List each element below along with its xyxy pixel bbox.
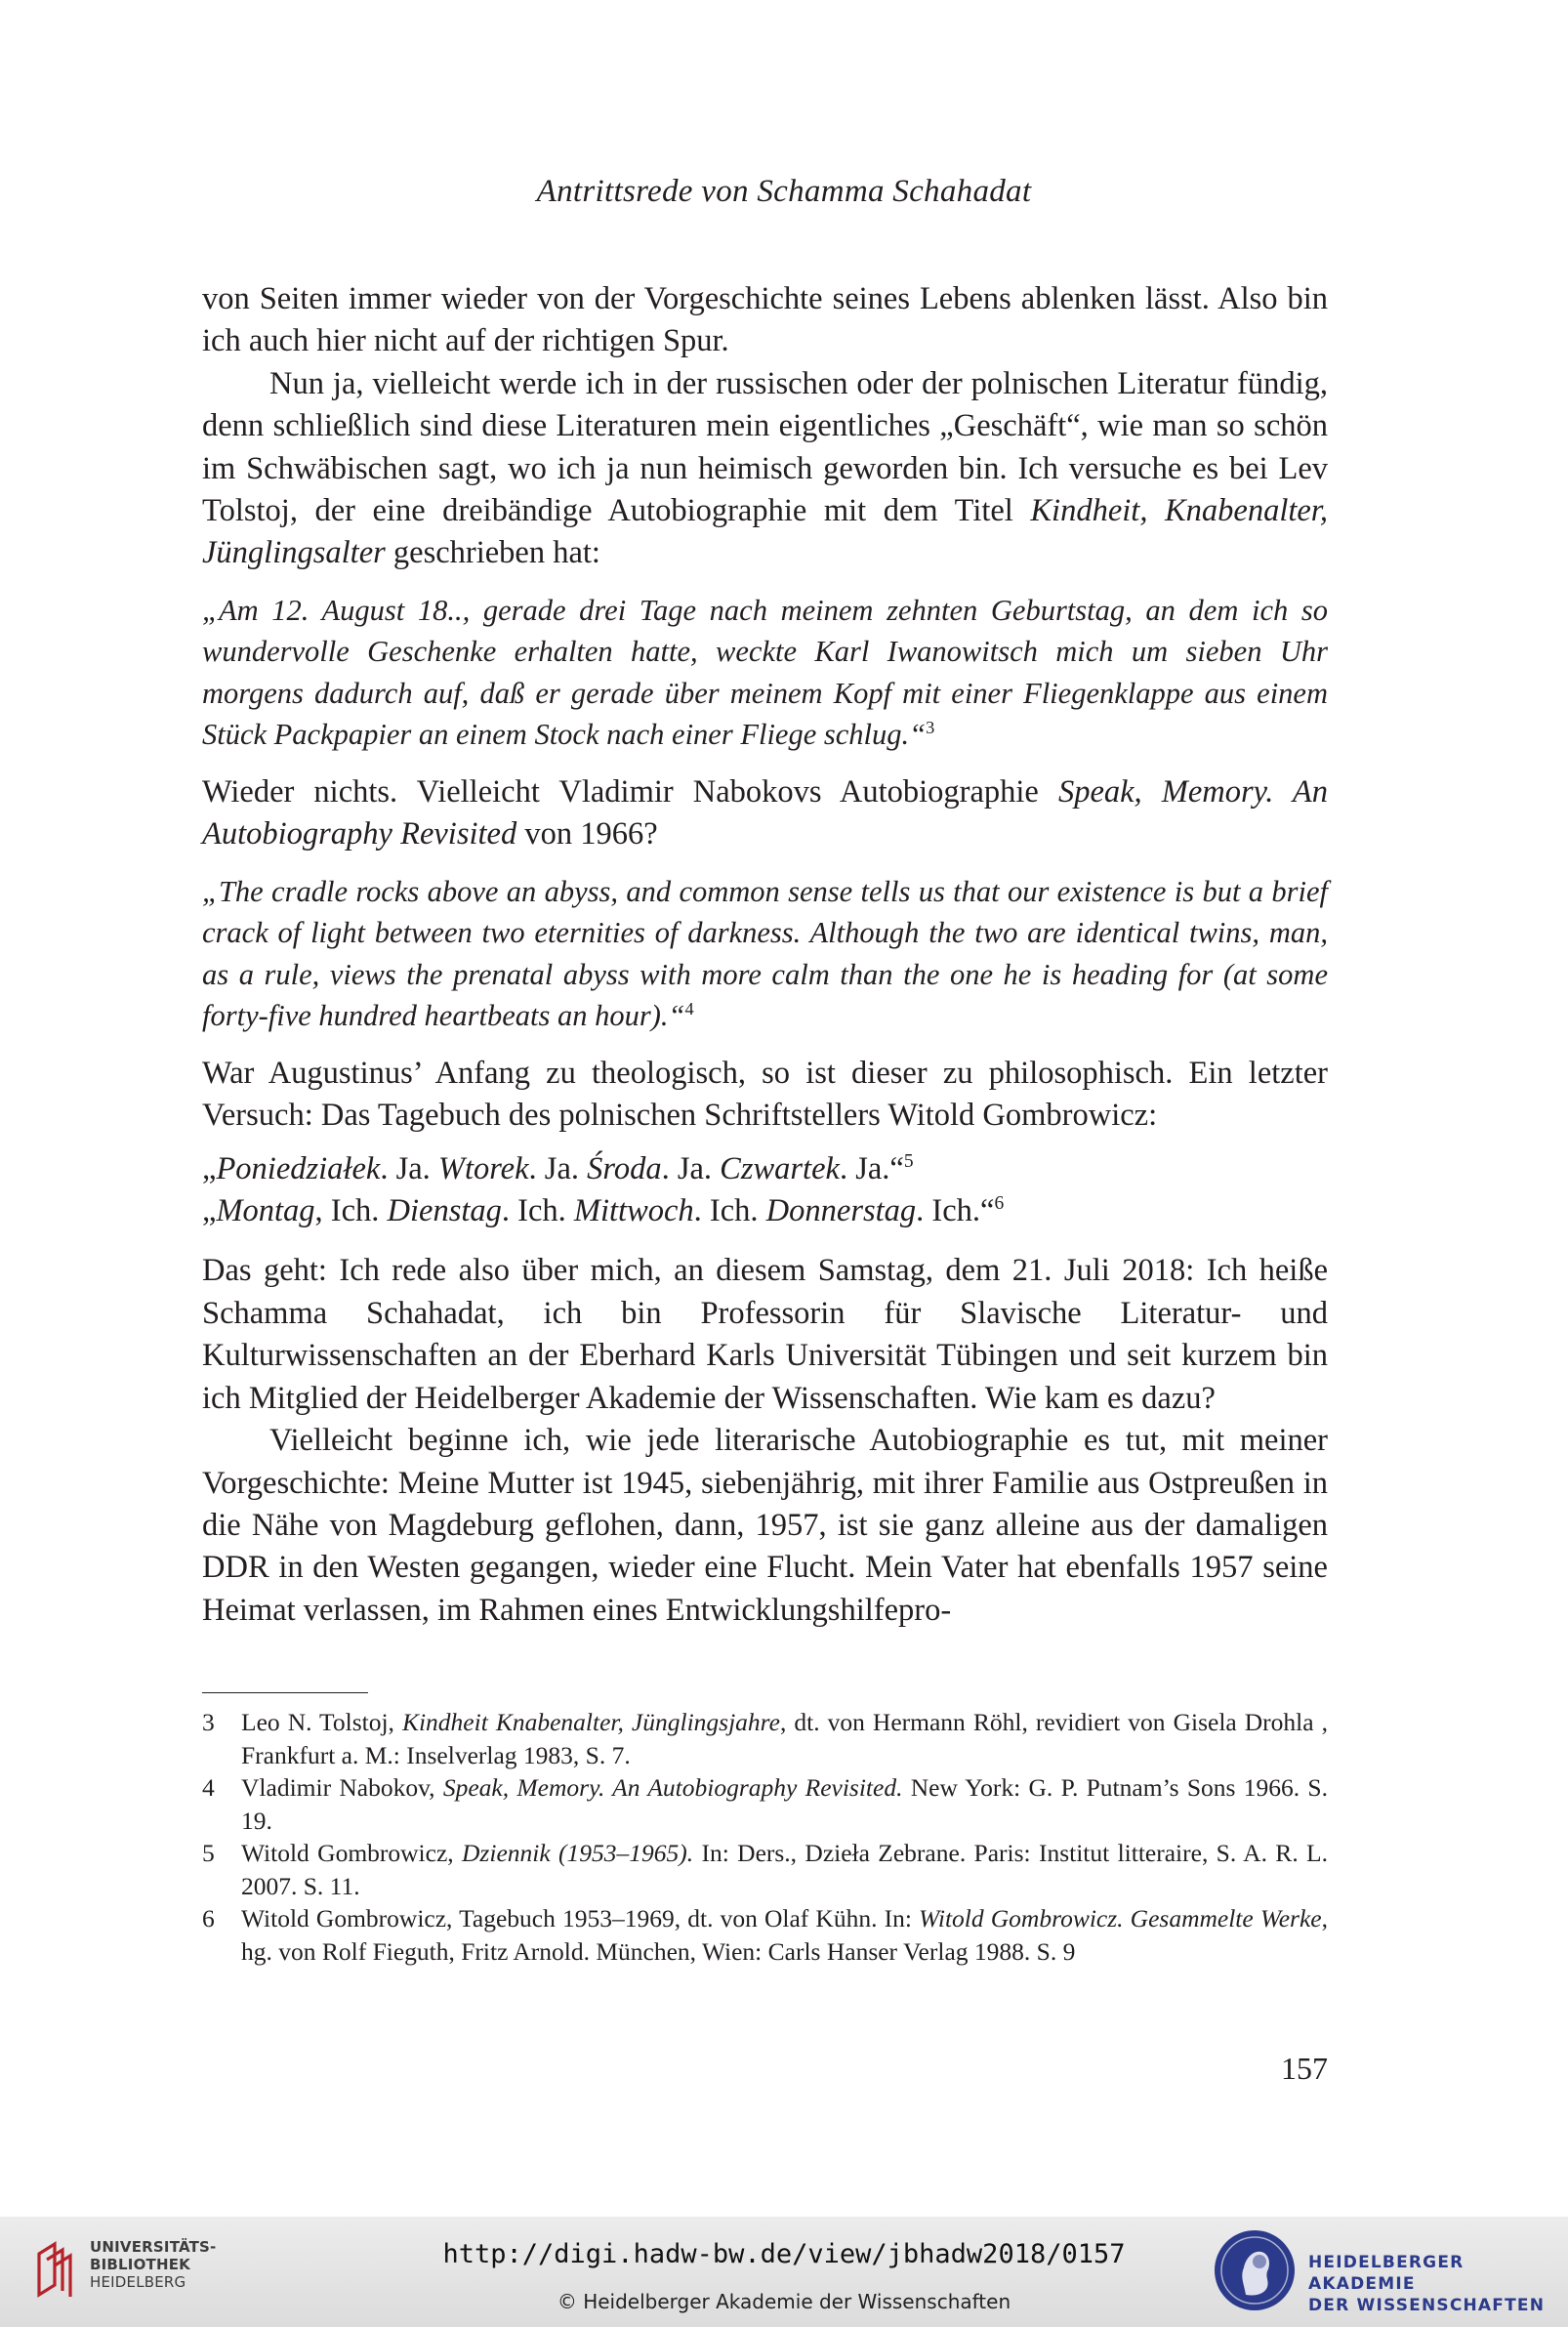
footnote-rule <box>202 1692 368 1693</box>
poem2-word: Montag <box>216 1193 315 1229</box>
quote-nabokov <box>202 871 1328 1037</box>
paragraph-2-text: Nun ja, vielleicht werde ich in der russischen oder der polnischen Literatur fündig, denn schließlich sind diese Literaturen mein eigentliches „Geschäft“, wie man so schön im Schwäbischen sagt, wo ich ja nun heimisch geworden bin. Ich versuche es bei Lev Tolstoj, der eine dreibändige Autobiographie mit dem Titel <box>202 365 1328 529</box>
quote-tolstoj-text: „Am 12. August 18.., gerade drei Tage nach meinem zehnten Geburtstag, an dem ich so wundervolle Geschenke erhalten hatte, weckte Karl Iwanowitsch mich um sieben Uhr morgens dadurch auf, daß er gerade über meinem Kopf mit einer Fliegenklappe aus einem Stück Packpapier an einem Stock nach einer Fliege schlug.“ <box>202 593 1328 752</box>
paragraph-3-end: von 1966? <box>516 816 658 852</box>
main-text <box>202 278 1328 1632</box>
academy-name-line: DER WISSENSCHAFTEN <box>1308 2296 1546 2315</box>
poem1-word: Środa <box>587 1151 662 1187</box>
footnote-ref-6[interactable]: 6 <box>994 1193 1005 1215</box>
poem2-word: Mittwoch <box>573 1193 694 1229</box>
footnote-text: Vladimir Nabokov, <box>241 1773 443 1802</box>
footnote-ref-3[interactable]: 3 <box>926 718 935 738</box>
running-head: Antrittsrede von Schamma Schahadat <box>536 174 1032 209</box>
footnote-title: Dziennik (1953–1965). <box>462 1839 694 1867</box>
academy-name <box>1308 2252 1562 2316</box>
footnote-4 <box>202 1771 1328 1837</box>
paragraph-5: Das geht: Ich rede also über mich, an diesem Samstag, dem 21. Juli 2018: Ich heiße Schamma Schahadat, ich bin Professorin für Slavische Literatur- und Kulturwissenschaften an der Eberhard Karls Universität Tübingen und seit kurzem bin ich Mitglied der Heidelberger Akademie der Wissenschaften. Wie kam es dazu? <box>202 1253 1328 1416</box>
nabokov-title: Speak, Memory. An Autobiography Revisited <box>202 773 1328 852</box>
academy-logo[interactable] <box>1211 2224 1562 2322</box>
poem2-word: Donnerstag <box>765 1193 917 1229</box>
paragraph-3-text: Wieder nichts. Vielleicht Vladimir Nabokovs Autobiographie <box>202 773 1058 810</box>
footnote-6 <box>202 1902 1328 1968</box>
poem1-word: Czwartek <box>720 1151 840 1187</box>
poem2-sep: . Ich. <box>693 1193 766 1229</box>
paragraph-2-end: geschrieben hat: <box>385 535 600 571</box>
paragraph-1: von Seiten immer wieder von der Vorgeschichte seines Lebens ablenken lässt. Also bin ich auch hier nicht auf der richtigen Spur. <box>202 281 1328 359</box>
poem1-word: Wtorek <box>437 1151 529 1187</box>
library-name-line: HEIDELBERG <box>90 2273 186 2291</box>
footnote-text: In: Ders., Dzieła Zebrane. Paris: Institut litteraire, S. A. R. L. 2007. S. 11. <box>241 1839 1328 1900</box>
footnote-number: 5 <box>202 1839 215 1867</box>
poem1-word: Poniedziałek <box>216 1151 381 1187</box>
footnotes <box>202 1706 1328 1968</box>
tolstoj-title: Kindheit, Knabenalter, Jünglingsalter <box>202 493 1328 571</box>
footnote-title: Witold Gombrowicz. Gesammelte Werke <box>919 1904 1322 1932</box>
poem1-open: „ <box>202 1151 217 1187</box>
page-number: 157 <box>1281 2051 1328 2086</box>
copyright-notice: © Heidelberger Akademie der Wissenschaften <box>557 2290 1011 2313</box>
footnote-text: , hg. von Rolf Fieguth, Fritz Arnold. München, Wien: Carls Hanser Verlag 1988. S. 9 <box>241 1904 1328 1966</box>
paragraph-6: Vielleicht beginne ich, wie jede literarische Autobiographie es tut, mit meiner Vorgeschichte: Meine Mutter ist 1945, siebenjährig, mit ihrer Familie aus Ostpreußen in die Nähe von Magdeburg geflohen, dann, 1957, ist sie ganz alleine aus der damaligen DDR in den Westen gegangen, wieder eine Flucht. Mein Vater hat ebenfalls 1957 seine Heimat verlassen, im Rahmen eines Entwicklungshilfepro- <box>202 1423 1328 1628</box>
footnote-ref-4[interactable]: 4 <box>684 999 694 1018</box>
footnote-3 <box>202 1706 1328 1771</box>
poem2-open: „ <box>202 1193 217 1229</box>
poem2-sep: , Ich. <box>314 1193 388 1229</box>
permalink-url[interactable]: http://digi.hadw-bw.de/view/jbhadw2018/0157 <box>442 2239 1126 2269</box>
footnote-number: 4 <box>202 1773 215 1802</box>
poem1-sep: . Ja. <box>528 1151 588 1187</box>
paragraph-2 <box>202 363 1328 575</box>
paragraph-4: War Augustinus’ Anfang zu theologisch, so ist dieser zu philosophisch. Ein letzter Versuch: Das Tagebuch des polnischen Schriftstellers Witold Gombrowicz: <box>202 1055 1328 1134</box>
footnote-text: Leo N. Tolstoj, <box>241 1708 402 1736</box>
poem2-sep: . Ich. <box>501 1193 574 1229</box>
quote-nabokov-text: „The cradle rocks above an abyss, and common sense tells us that our existence is but a brief crack of light between two eternities of darkness. Although the two are identical twins, man, as a rule, views the prenatal abyss with more calm than the one he is heading for (at some forty-five hundred heartbeats an hour).“ <box>202 874 1328 1033</box>
quote-tolstoj <box>202 590 1328 756</box>
paragraph-3 <box>202 771 1328 856</box>
academy-name-line: HEIDELBERGER AKADEMIE <box>1308 2253 1465 2294</box>
footnote-ref-5[interactable]: 5 <box>903 1151 914 1173</box>
footnote-text: New York: G. P. Putnam’s Sons 1966. S. 19. <box>241 1773 1328 1835</box>
footnote-number: 3 <box>202 1708 215 1736</box>
poem1-end: . Ja.“ <box>839 1151 904 1187</box>
footnote-number: 6 <box>202 1904 215 1932</box>
footnote-title: Speak, Memory. An Autobiography Revisited. <box>442 1773 903 1802</box>
poem1-sep: . Ja. <box>661 1151 721 1187</box>
viewer-footer-bar <box>0 2217 1568 2327</box>
footnote-text: , dt. von Hermann Röhl, revidiert von Gisela Drohla , Frankfurt a. M.: Inselverlag 1983, S. 7. <box>241 1708 1328 1769</box>
poem2-end: . Ich.“ <box>916 1193 995 1229</box>
poem1-sep: . Ja. <box>380 1151 438 1187</box>
library-name-line: BIBLIOTHEK <box>90 2256 190 2273</box>
poem2-word: Dienstag <box>387 1193 502 1229</box>
footnote-title: Kindheit Knabenalter, Jünglingsjahre <box>401 1708 780 1736</box>
footnote-text: Witold Gombrowicz, Tagebuch 1953–1969, dt. von Olaf Kühn. In: <box>241 1904 920 1932</box>
footnote-5 <box>202 1837 1328 1902</box>
footnote-text: Witold Gombrowicz, <box>241 1839 463 1867</box>
academy-seal-icon <box>1211 2226 1299 2314</box>
gombrowicz-quote <box>202 1148 1328 1232</box>
library-name-line: UNIVERSITÄTS- <box>90 2238 217 2256</box>
